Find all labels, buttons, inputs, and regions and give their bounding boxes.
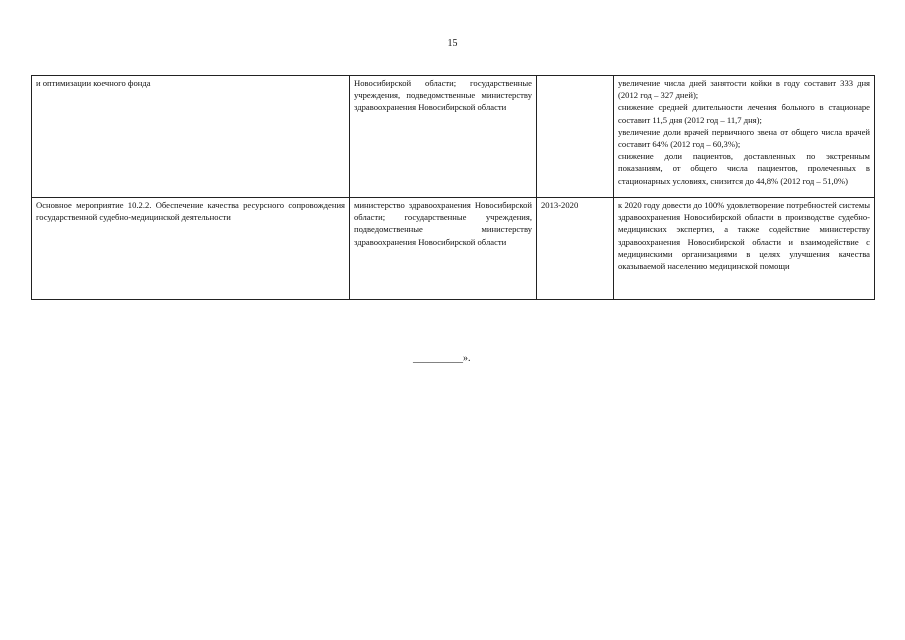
result-line: к 2020 году довести до 100% удовлетворение потребностей системы здравоохранения Новосибирской области в производстве судебно-медицинских экспертиз, а также содействие министерству здравоохранения Новосибирской области и взаимодействие с медицинскими организациями в целях улучшения качества оказываемой населению медицинской помощи [618,200,870,272]
table-row [32,76,875,198]
result-line: увеличение числа дней занятости койки в году составит 333 дня (2012 год – 327 дней); [618,78,870,101]
page-number: 15 [447,38,458,49]
result-line: увеличение доли врачей первичного звена от общего числа врачей составит 64% (2012 год – 60,3%); [618,126,870,150]
measures-table [31,75,875,300]
closing-mark: __________». [413,353,471,364]
table-row [32,198,875,300]
result-line: снижение средней длительности лечения больного в стационаре составит 11,5 дня (2012 год – 11,7 дня); [618,102,870,125]
executors-cell: Новосибирской области; государственные учреждения, подведомственные министерству здравоохранения Новосибирской области [350,76,537,198]
activity-cell: и оптимизации коечного фонда [32,76,350,198]
period-cell [537,76,614,198]
result-line: снижение доли пациентов, доставленных по экстренным показаниям, от общего числа пациентов, пролеченных в стационарных условиях, снизится до 44,8% (2012 год – 51,0%) [618,151,870,186]
results-cell [614,198,875,300]
period-cell: 2013-2020 [537,198,614,300]
results-cell [614,76,875,198]
executors-cell: министерство здравоохранения Новосибирской области; государственные учреждения, подведомственные министерству здравоохранения Новосибирской области [350,198,537,300]
activity-cell: Основное мероприятие 10.2.2. Обеспечение качества ресурсного сопровождения государственной судебно-медицинской деятельности [32,198,350,300]
